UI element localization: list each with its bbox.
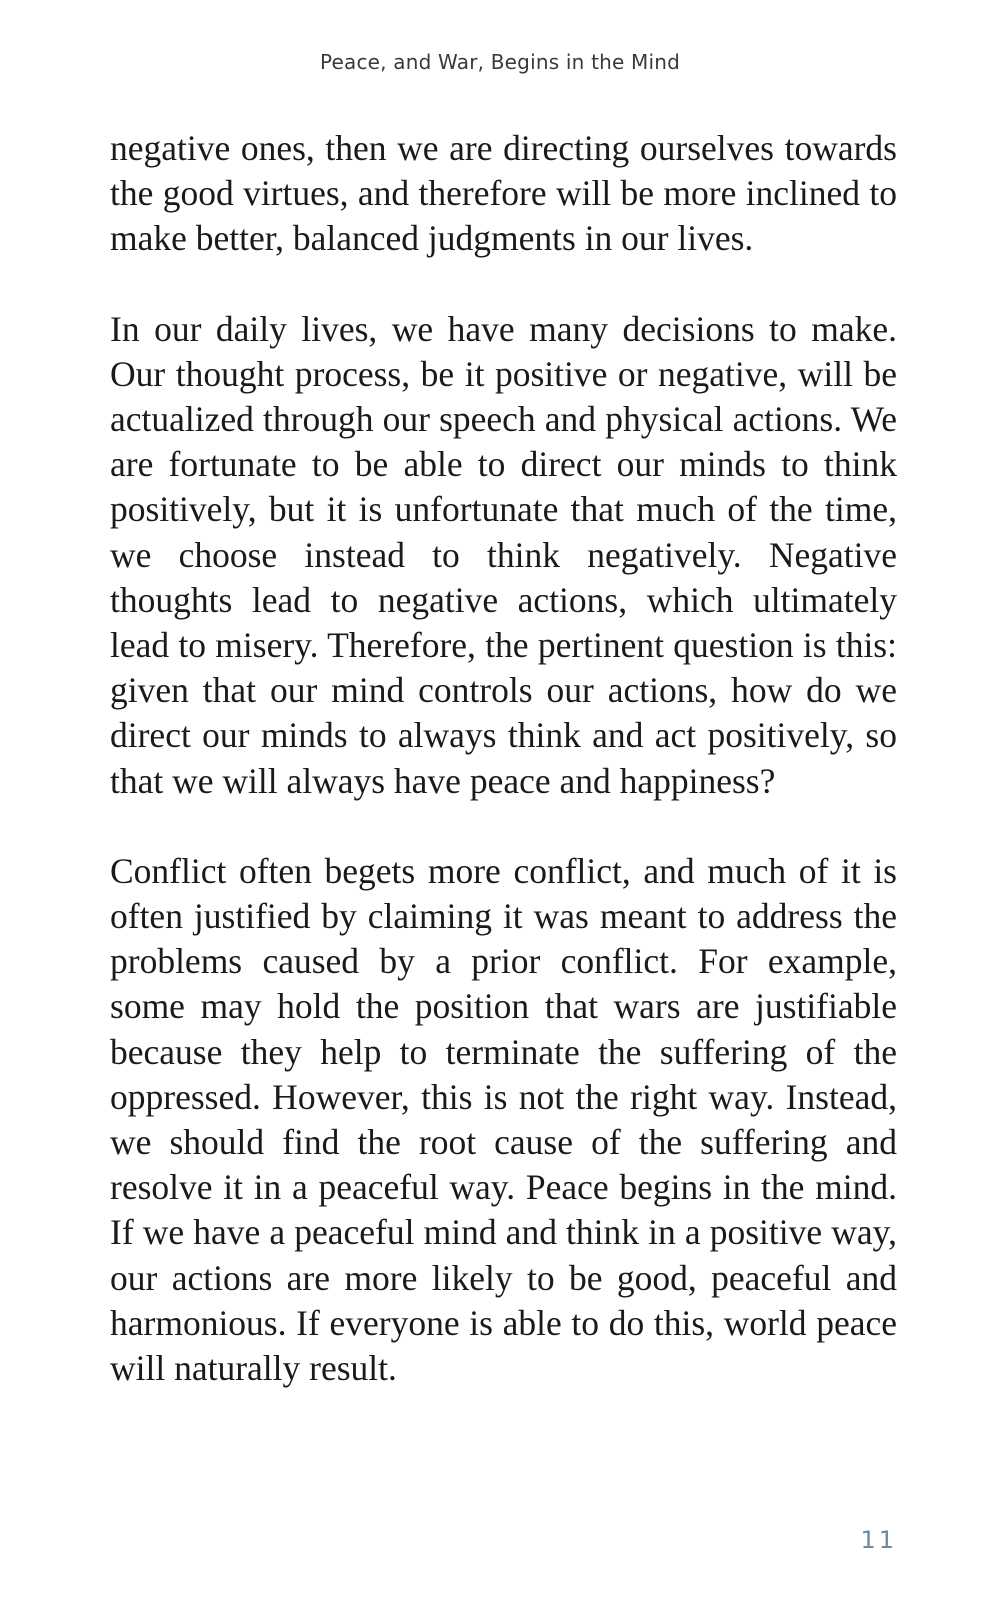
running-header-title: Peace, and War, Begins in the Mind [319, 50, 681, 74]
body-text [110, 126, 897, 1436]
page-number: 11 [860, 1526, 897, 1554]
paragraph-3: Conflict often begets more conflict, and much of it is often justified by claiming it was meant to address the problems caused by a prior conflict. For example, some may hold the position that wars are justifiable because they help to terminate the suffering of the oppressed. However, this is not the right way. Instead, we should find the root cause of the suffering and resolve it in a peaceful way. Peace begins in the mind. If we have a peaceful mind and think in a positive way, our actions are more likely to be good, peaceful and harmonious. If everyone is able to do this, world peace will naturally result. [110, 850, 897, 1389]
paragraph-1: negative ones, then we are directing ourselves towards the good virtues, and therefore will be more inclined to make better, balanced judgments in our lives. [110, 128, 897, 259]
paragraph-2: In our daily lives, we have many decisions to make. Our thought process, be it positive or negative, will be actualized through our speech and physical actions. We are fortunate to be able to direct our minds to think positively, but it is unfortunate that much of the time, we choose instead to think negatively. Negative thoughts lead to negative actions, which ultimately lead to misery. Therefore, the pertinent question is this: given that our mind controls our actions, how do we direct our minds to always think and act positively, so that we will always have peace and happiness? [110, 308, 897, 801]
